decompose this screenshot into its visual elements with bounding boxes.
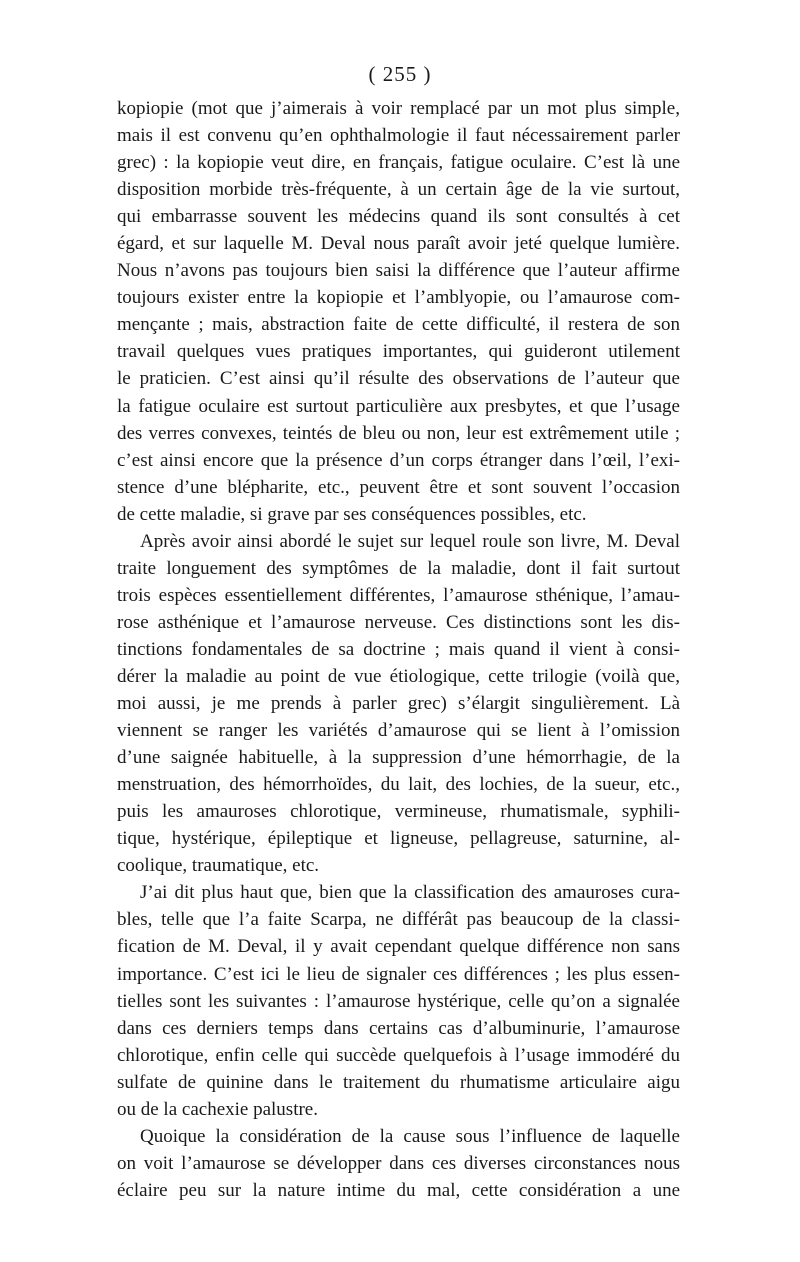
text-line: tique, hystérique, épileptique et ligneuse, pellagreuse, saturnine, al-	[117, 828, 680, 850]
text-line: toujours exister entre la kopiopie et l’amblyopie, ou l’amaurose com-	[117, 287, 680, 309]
text-line: dans ces derniers temps dans certains cas d’albuminurie, l’amaurose	[117, 1017, 680, 1039]
text-line: mais il est convenu qu’en ophthalmologie il faut nécessairement parler	[117, 125, 680, 147]
text-line: Nous n’avons pas toujours bien saisi la différence que l’auteur affirme	[117, 260, 680, 282]
text-line: le praticien. C’est ainsi qu’il résulte des observations de l’auteur que	[117, 368, 680, 390]
text-line: grec) : la kopiopie veut dire, en français, fatigue oculaire. C’est là une	[117, 152, 680, 174]
text-line: mençante ; mais, abstraction faite de cette difficulté, il restera de son	[117, 314, 680, 336]
text-line: éclaire peu sur la nature intime du mal, cette considération a une	[117, 1179, 680, 1201]
text-line: égard, et sur laquelle M. Deval nous paraît avoir jeté quelque lumière.	[117, 233, 680, 255]
text-line: chlorotique, enfin celle qui succède quelquefois à l’usage immodéré du	[117, 1044, 680, 1066]
text-line: tielles sont les suivantes : l’amaurose hystérique, celle qu’on a signalée	[117, 990, 680, 1012]
text-line: ou de la cachexie palustre.	[117, 1098, 318, 1120]
text-line: d’une saignée habituelle, à la suppression d’une hémorrhagie, de la	[117, 747, 680, 769]
text-line: dérer la maladie au point de vue étiologique, cette trilogie (voilà que,	[117, 665, 680, 687]
text-line: travail quelques vues pratiques importantes, qui guideront utilement	[117, 341, 680, 363]
text-line: qui embarrasse souvent les médecins quand ils sont consultés à cet	[117, 206, 680, 228]
text-line: puis les amauroses chlorotique, vermineuse, rhumatismale, syphili-	[117, 801, 680, 823]
text-line: trois espèces essentiellement différentes, l’amaurose sthénique, l’amau-	[117, 584, 680, 606]
text-line: stence d’une blépharite, etc., peuvent être et sont souvent l’occasion	[117, 476, 680, 498]
text-line: moi aussi, je me prends à parler grec) s’élargit singulièrement. Là	[117, 693, 680, 715]
text-line: c’est ainsi encore que la présence d’un corps étranger dans l’œil, l’exi-	[117, 449, 680, 471]
page-number: ( 255 )	[368, 62, 432, 86]
text-line: rose asthénique et l’amaurose nerveuse. Ces distinctions sont les dis-	[117, 611, 680, 633]
text-line: sulfate de quinine dans le traitement du rhumatisme articulaire aigu	[117, 1071, 680, 1093]
text-line: on voit l’amaurose se développer dans ces diverses circonstances nous	[117, 1152, 680, 1174]
text-line: J’ai dit plus haut que, bien que la classification des amauroses cura-	[140, 882, 680, 904]
text-line: tinctions fondamentales de sa doctrine ; mais quand il vient à consi-	[117, 638, 680, 660]
text-line: de cette maladie, si grave par ses conséquences possibles, etc.	[117, 503, 587, 525]
text-line: importance. C’est ici le lieu de signaler ces différences ; les plus essen-	[117, 963, 680, 985]
text-line: viennent se ranger les variétés d’amaurose qui se lient à l’omission	[117, 720, 680, 742]
text-line: la fatigue oculaire est surtout particulière aux presbytes, et que l’usage	[117, 395, 680, 417]
text-line: des verres convexes, teintés de bleu ou non, leur est extrêmement utile ;	[117, 422, 680, 444]
text-line: menstruation, des hémorrhoïdes, du lait, des lochies, de la sueur, etc.,	[117, 774, 680, 796]
text-line: kopiopie (mot que j’aimerais à voir remplacé par un mot plus simple,	[117, 98, 680, 119]
text-line: fication de M. Deval, il y avait cependant quelque différence non sans	[117, 936, 680, 958]
text-line: bles, telle que l’a faite Scarpa, ne différât pas beaucoup de la classi-	[117, 909, 680, 931]
text-line: disposition morbide très-fréquente, à un certain âge de la vie surtout,	[117, 179, 680, 201]
text-line: Quoique la considération de la cause sous l’influence de laquelle	[140, 1125, 680, 1147]
body-text	[117, 95, 680, 1204]
text-line: traite longuement des symptômes de la maladie, dont il fait surtout	[117, 557, 680, 579]
text-line: coolique, traumatique, etc.	[117, 855, 320, 877]
text-line: Après avoir ainsi abordé le sujet sur lequel roule son livre, M. Deval	[140, 530, 680, 552]
